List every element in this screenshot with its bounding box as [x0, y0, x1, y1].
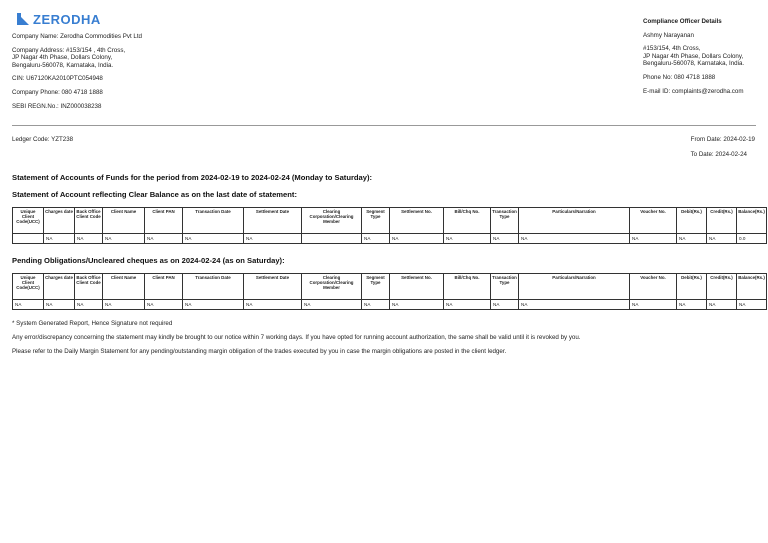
column-header: Balance(Rs.): [737, 208, 767, 234]
column-header: Settlement Date: [244, 274, 302, 300]
table-cell: NA: [183, 300, 244, 310]
table-cell: NA: [707, 300, 737, 310]
company-address: [12, 47, 332, 70]
table-cell: NA: [302, 300, 362, 310]
table-cell: NA: [444, 300, 491, 310]
table-cell: NA: [677, 300, 707, 310]
table-cell: NA: [44, 300, 75, 310]
column-header: Particulars/Narration: [519, 274, 630, 300]
column-header: Clearing Corporation/Clearing Member: [302, 208, 362, 234]
table-cell: NA: [75, 300, 103, 310]
column-header: Balance(Rs.): [737, 274, 767, 300]
column-header: Debit(Rs.): [677, 208, 707, 234]
table-cell: NA: [630, 300, 677, 310]
company-details: [12, 33, 332, 116]
company-name: Company Name: Zerodha Commodities Pvt Ltd: [12, 33, 142, 40]
table-row: [13, 300, 767, 310]
table-cell: NA: [737, 300, 767, 310]
column-header: Settlement No.: [390, 208, 444, 234]
divider: [12, 125, 756, 126]
column-header: Unique Client Code(UCC): [13, 274, 44, 300]
compliance-address-line: #153/154, 4th Cross,: [643, 45, 701, 53]
column-header: Transaction Date: [183, 208, 244, 234]
table-cell: NA: [244, 300, 302, 310]
column-header: Client Name: [103, 274, 145, 300]
column-header: Client PAN: [145, 274, 183, 300]
clear-balance-table: [12, 207, 767, 244]
compliance-phone: Phone No: 080 4718 1888: [643, 73, 716, 81]
compliance-address: [643, 45, 763, 68]
logo-text: ZERODHA: [33, 11, 101, 27]
column-header: Charges date: [44, 208, 75, 234]
column-header: Client PAN: [145, 208, 183, 234]
from-date: From Date: 2024-02-19: [690, 136, 755, 143]
column-header: Bill/Chq No.: [444, 274, 491, 300]
column-header: Transaction Type: [491, 208, 519, 234]
table-cell: 0.0: [737, 234, 767, 244]
company-address-line: Company Address: #153/154 , 4th Cross,: [12, 46, 126, 54]
statement-heading: Statement of Accounts of Funds for the period from 2024-02-19 to 2024-02-24 (Monday to Saturday):: [12, 173, 373, 182]
table-cell: NA: [491, 300, 519, 310]
column-header: Voucher No.: [630, 208, 677, 234]
table-cell: NA: [103, 300, 145, 310]
company-address-line: JP Nagar 4th Phase, Dollars Colony,: [12, 54, 113, 62]
table-cell: NA: [390, 234, 444, 244]
column-header: Voucher No.: [630, 274, 677, 300]
column-header: Bill/Chq No.: [444, 208, 491, 234]
column-header: Credit(Rs.): [707, 208, 737, 234]
column-header: Unique Client Code(UCC): [13, 208, 44, 234]
zerodha-logo-icon: [17, 13, 29, 25]
table-cell: NA: [707, 234, 737, 244]
to-date: To Date: 2024-02-24: [690, 151, 747, 158]
table-cell: NA: [362, 300, 390, 310]
company-sebi: SEBI REGN.No.: INZ000038238: [12, 102, 102, 110]
table-row: [13, 234, 767, 244]
clear-balance-heading: Statement of Account reflecting Clear Balance as on the last date of statement:: [12, 190, 297, 199]
column-header: Clearing Corporation/Clearing Member: [302, 274, 362, 300]
column-header: Settlement Date: [244, 208, 302, 234]
table-cell: NA: [145, 300, 183, 310]
table-cell: NA: [103, 234, 145, 244]
table-cell: NA: [677, 234, 707, 244]
table-cell: [13, 234, 44, 244]
table-cell: NA: [491, 234, 519, 244]
table-cell: NA: [244, 234, 302, 244]
column-header: Segment Type: [362, 208, 390, 234]
column-header: Debit(Rs.): [677, 274, 707, 300]
discrepancy-note: Any error/discrepancy concerning the statement may kindly be brought to our notice within 7 working days. If you have opted for running account authorization, the same shall be valid until it is revoked by you.: [12, 334, 581, 341]
table-cell: [302, 234, 362, 244]
column-header: Back Office Client Code: [75, 208, 103, 234]
table-cell: NA: [519, 300, 630, 310]
signature-note: * System Generated Report, Hence Signature not required: [12, 320, 173, 327]
compliance-name: Ashmy Narayanan: [643, 31, 694, 39]
column-header: Client Name: [103, 208, 145, 234]
column-header: Charges date: [44, 274, 75, 300]
company-phone: Company Phone: 080 4718 1888: [12, 88, 103, 96]
column-header: Credit(Rs.): [707, 274, 737, 300]
company-address-line: Bengaluru-560078, Karnataka, India.: [12, 61, 114, 69]
column-header: Transaction Date: [183, 274, 244, 300]
table-cell: NA: [13, 300, 44, 310]
column-header: Settlement No.: [390, 274, 444, 300]
table-cell: NA: [390, 300, 444, 310]
compliance-officer-details: [643, 18, 763, 101]
compliance-address-line: JP Nagar 4th Phase, Dollars Colony,: [643, 52, 744, 60]
compliance-email: E-mail ID: complaints@zerodha.com: [643, 87, 744, 95]
zerodha-logo: [17, 12, 101, 26]
table-cell: NA: [362, 234, 390, 244]
column-header: Segment Type: [362, 274, 390, 300]
table-cell: NA: [519, 234, 630, 244]
column-header: Particulars/Narration: [519, 208, 630, 234]
compliance-title: Compliance Officer Details: [643, 18, 722, 25]
ledger-code: Ledger Code: YZT238: [12, 136, 74, 143]
table-cell: NA: [44, 234, 75, 244]
table-cell: NA: [183, 234, 244, 244]
column-header: Transaction Type: [491, 274, 519, 300]
company-cin: CIN: U67120KA2010PTC054948: [12, 75, 103, 83]
margin-note: Please refer to the Daily Margin Statement for any pending/outstanding margin obligation of the trades executed by you in case the margin obligations are posted in the client ledger.: [12, 348, 507, 355]
table-cell: NA: [444, 234, 491, 244]
compliance-address-line: Bengaluru-560078, Karnataka, India.: [643, 60, 745, 68]
table-cell: NA: [145, 234, 183, 244]
column-header: Back Office Client Code: [75, 274, 103, 300]
pending-obligations-table: [12, 273, 767, 310]
table-cell: NA: [75, 234, 103, 244]
pending-obligations-heading: Pending Obligations/Uncleared cheques as on 2024-02-24 (as on Saturday):: [12, 256, 285, 265]
table-cell: NA: [630, 234, 677, 244]
